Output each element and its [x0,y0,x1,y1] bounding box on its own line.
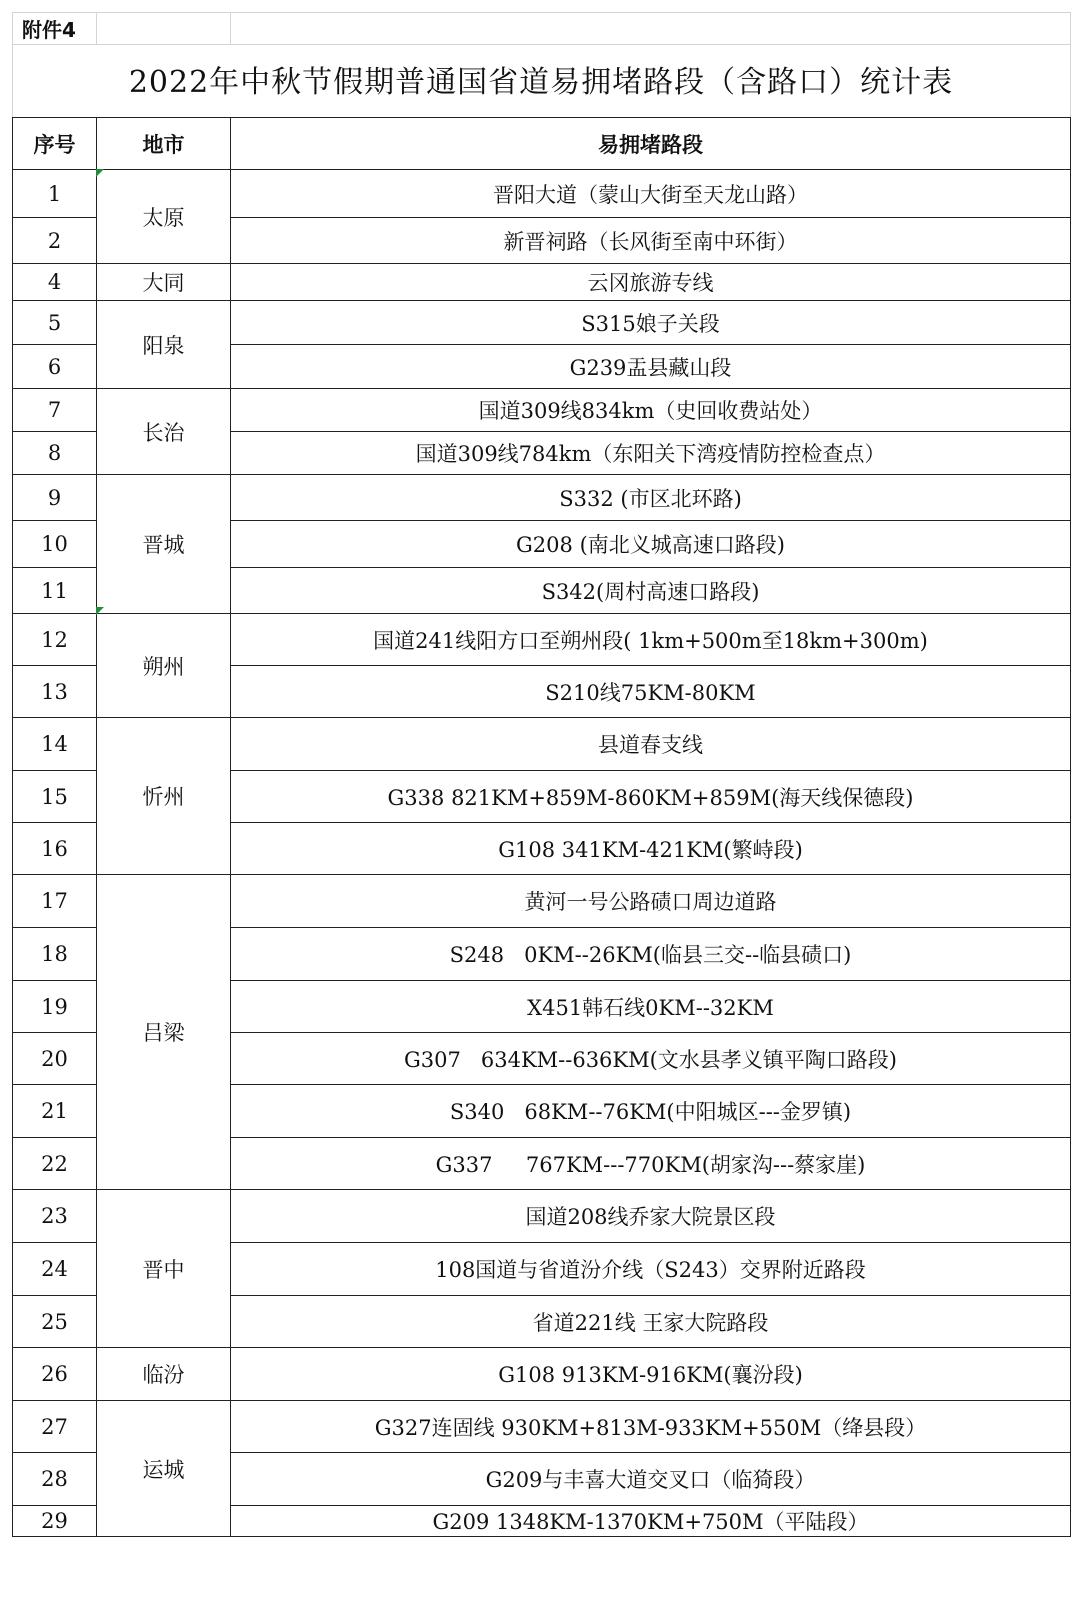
column-header-no[interactable]: 序号 [13,118,97,170]
row-number-cell[interactable]: 7 [13,389,97,432]
row-number-cell[interactable]: 1 [13,170,97,218]
road-segment-cell[interactable]: S342(周村高速口路段) [231,568,1071,614]
road-segment-cell[interactable]: S248 0KM--26KM(临县三交--临县碛口) [231,928,1071,981]
row-number-cell[interactable]: 20 [13,1033,97,1085]
city-cell[interactable]: 阳泉 [97,301,231,389]
table-body [13,170,1071,1537]
road-segment-cell[interactable]: G337 767KM---770KM(胡家沟---蔡家崖) [231,1138,1071,1190]
grid-line [230,12,231,44]
city-cell[interactable]: 晋中 [97,1190,231,1348]
road-segment-cell[interactable]: G209 1348KM-1370KM+750M（平陆段） [231,1506,1071,1537]
table-row [13,1348,1071,1401]
row-number-cell[interactable]: 8 [13,432,97,475]
row-number-cell[interactable]: 23 [13,1190,97,1243]
road-segment-cell[interactable]: 省道221线 王家大院路段 [231,1296,1071,1348]
grid-line [12,12,1070,13]
road-segment-cell[interactable]: S340 68KM--76KM(中阳城区---金罗镇) [231,1085,1071,1138]
road-segment-cell[interactable]: S210线75KM-80KM [231,666,1071,718]
road-segment-cell[interactable]: 晋阳大道（蒙山大街至天龙山路） [231,170,1071,218]
table-title: 2022年中秋节假期普通国省道易拥堵路段（含路口）统计表 [128,65,954,100]
road-segment-cell[interactable]: 国道309线784km（东阳关下湾疫情防控检查点） [231,432,1071,475]
road-segment-cell[interactable]: S315娘子关段 [231,301,1071,345]
table-row [13,1190,1071,1243]
city-cell[interactable]: 晋城 [97,475,231,614]
city-cell[interactable]: 吕梁 [97,875,231,1190]
city-cell[interactable]: 太原 [97,170,231,264]
road-segment-cell[interactable]: 108国道与省道汾介线（S243）交界附近路段 [231,1243,1071,1296]
city-cell[interactable]: 运城 [97,1401,231,1537]
road-segment-cell[interactable]: X451韩石线0KM--32KM [231,981,1071,1033]
road-segment-cell[interactable]: G338 821KM+859M-860KM+859M(海天线保德段) [231,771,1071,823]
congestion-table [12,117,1071,1537]
row-number-cell[interactable]: 22 [13,1138,97,1190]
header-row [13,118,1071,170]
row-number-cell[interactable]: 25 [13,1296,97,1348]
road-segment-cell[interactable]: 国道208线乔家大院景区段 [231,1190,1071,1243]
city-cell[interactable]: 长治 [97,389,231,475]
row-number-cell[interactable]: 6 [13,345,97,389]
road-segment-cell[interactable]: G208 (南北义城高速口路段) [231,521,1071,568]
table-row [13,614,1071,666]
table-row [13,301,1071,345]
row-number-cell[interactable]: 18 [13,928,97,981]
row-number-cell[interactable]: 15 [13,771,97,823]
road-segment-cell[interactable]: G209与丰喜大道交叉口（临猗段） [231,1453,1071,1506]
road-segment-cell[interactable]: 县道春支线 [231,718,1071,771]
road-segment-cell[interactable]: G239盂县藏山段 [231,345,1071,389]
city-cell[interactable]: 忻州 [97,718,231,875]
row-number-cell[interactable]: 28 [13,1453,97,1506]
city-cell[interactable]: 大同 [97,264,231,301]
row-number-cell[interactable]: 21 [13,1085,97,1138]
row-number-cell[interactable]: 2 [13,218,97,264]
road-segment-cell[interactable]: G108 913KM-916KM(襄汾段) [231,1348,1071,1401]
row-number-cell[interactable]: 27 [13,1401,97,1453]
grid-line [1070,12,1071,44]
row-number-cell[interactable]: 4 [13,264,97,301]
grid-line [12,12,13,44]
grid-line [96,12,97,44]
comment-marker [96,607,104,615]
table-row [13,1401,1071,1453]
row-number-cell[interactable]: 17 [13,875,97,928]
grid-line [1070,44,1071,118]
row-number-cell[interactable]: 13 [13,666,97,718]
table-row [13,718,1071,771]
column-header-city[interactable]: 地市 [97,118,231,170]
row-number-cell[interactable]: 16 [13,823,97,875]
table-row [13,170,1071,218]
table-row [13,389,1071,432]
table-row [13,875,1071,928]
road-segment-cell[interactable]: 黄河一号公路碛口周边道路 [231,875,1071,928]
row-number-cell[interactable]: 24 [13,1243,97,1296]
road-segment-cell[interactable]: 云冈旅游专线 [231,264,1071,301]
row-number-cell[interactable]: 9 [13,475,97,521]
table-row [13,475,1071,521]
road-segment-cell[interactable]: G108 341KM-421KM(繁峙段) [231,823,1071,875]
road-segment-cell[interactable]: S332 (市区北环路) [231,475,1071,521]
row-number-cell[interactable]: 10 [13,521,97,568]
row-number-cell[interactable]: 14 [13,718,97,771]
row-number-cell[interactable]: 19 [13,981,97,1033]
row-number-cell[interactable]: 26 [13,1348,97,1401]
row-number-cell[interactable]: 11 [13,568,97,614]
city-cell[interactable]: 临汾 [97,1348,231,1401]
row-number-cell[interactable]: 5 [13,301,97,345]
road-segment-cell[interactable]: 国道309线834km（史回收费站处） [231,389,1071,432]
road-segment-cell[interactable]: 新晋祠路（长风街至南中环街） [231,218,1071,264]
row-number-cell[interactable]: 29 [13,1506,97,1537]
row-number-cell[interactable]: 12 [13,614,97,666]
road-segment-cell[interactable]: G327连固线 930KM+813M-933KM+550M（绛县段） [231,1401,1071,1453]
table-row [13,264,1071,301]
road-segment-cell[interactable]: 国道241线阳方口至朔州段( 1km+500m至18km+300m) [231,614,1071,666]
attachment-label: 附件4 [22,18,76,42]
column-header-road[interactable]: 易拥堵路段 [231,118,1071,170]
comment-marker [96,169,104,177]
city-cell[interactable]: 朔州 [97,614,231,718]
road-segment-cell[interactable]: G307 634KM--636KM(文水县孝义镇平陶口路段) [231,1033,1071,1085]
